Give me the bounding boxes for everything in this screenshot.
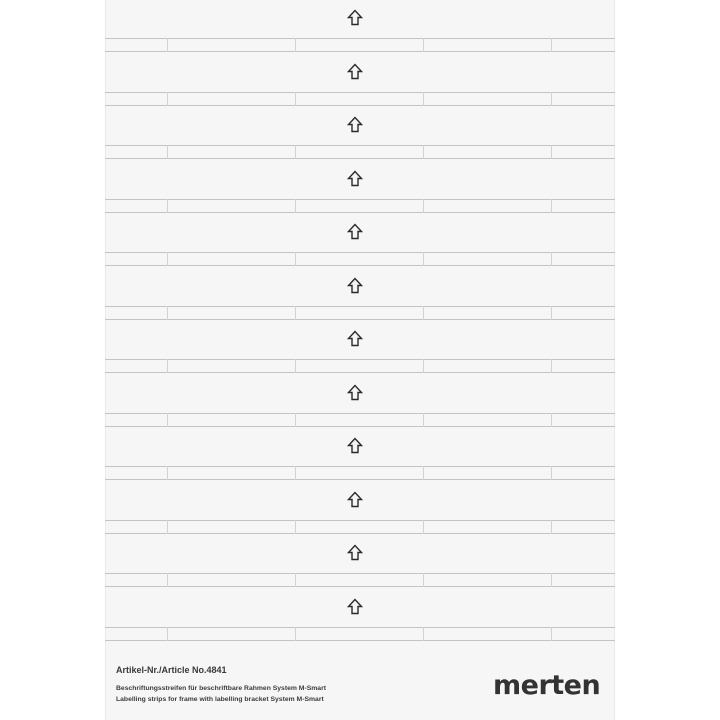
up-arrow-outline-icon (346, 116, 364, 134)
perforation-line (105, 573, 615, 589)
brand-logo: merten (493, 670, 601, 701)
perforation-line (105, 306, 615, 322)
up-arrow-outline-icon (346, 170, 364, 188)
description-german: Beschriftungsstreifen für beschriftbare Rahmen System M-Smart (116, 685, 326, 692)
up-arrow-outline-icon (346, 491, 364, 509)
up-arrow-outline-icon (346, 223, 364, 241)
label-strip (105, 107, 615, 161)
label-strip (105, 214, 615, 268)
product-info (116, 664, 476, 705)
label-strip (105, 589, 615, 643)
label-sheet (105, 0, 615, 720)
up-arrow-outline-icon (346, 277, 364, 295)
article-number: Artikel-Nr./Article No.4841 (116, 665, 227, 675)
description-english: Labelling strips for frame with labelling bracket System M-Smart (116, 696, 324, 703)
perforation-line (105, 92, 615, 108)
label-strip (105, 535, 615, 589)
perforation-line (105, 145, 615, 161)
perforation-line (105, 520, 615, 536)
up-arrow-outline-icon (346, 544, 364, 562)
label-strip (105, 161, 615, 215)
perforation-line (105, 466, 615, 482)
up-arrow-outline-icon (346, 598, 364, 616)
perforation-line (105, 413, 615, 429)
perforation-line (105, 252, 615, 268)
label-strip (105, 428, 615, 482)
label-strip (105, 268, 615, 322)
label-strip (105, 54, 615, 108)
up-arrow-outline-icon (346, 63, 364, 81)
label-strip (105, 375, 615, 429)
label-strip (105, 482, 615, 536)
perforation-line (105, 199, 615, 215)
up-arrow-outline-icon (346, 437, 364, 455)
perforation-line (105, 627, 615, 643)
perforation-line (105, 359, 615, 375)
perforation-line (105, 38, 615, 54)
up-arrow-outline-icon (346, 9, 364, 27)
label-strip (105, 321, 615, 375)
label-strip-area (105, 0, 615, 640)
up-arrow-outline-icon (346, 384, 364, 402)
label-strip (105, 0, 615, 54)
up-arrow-outline-icon (346, 330, 364, 348)
